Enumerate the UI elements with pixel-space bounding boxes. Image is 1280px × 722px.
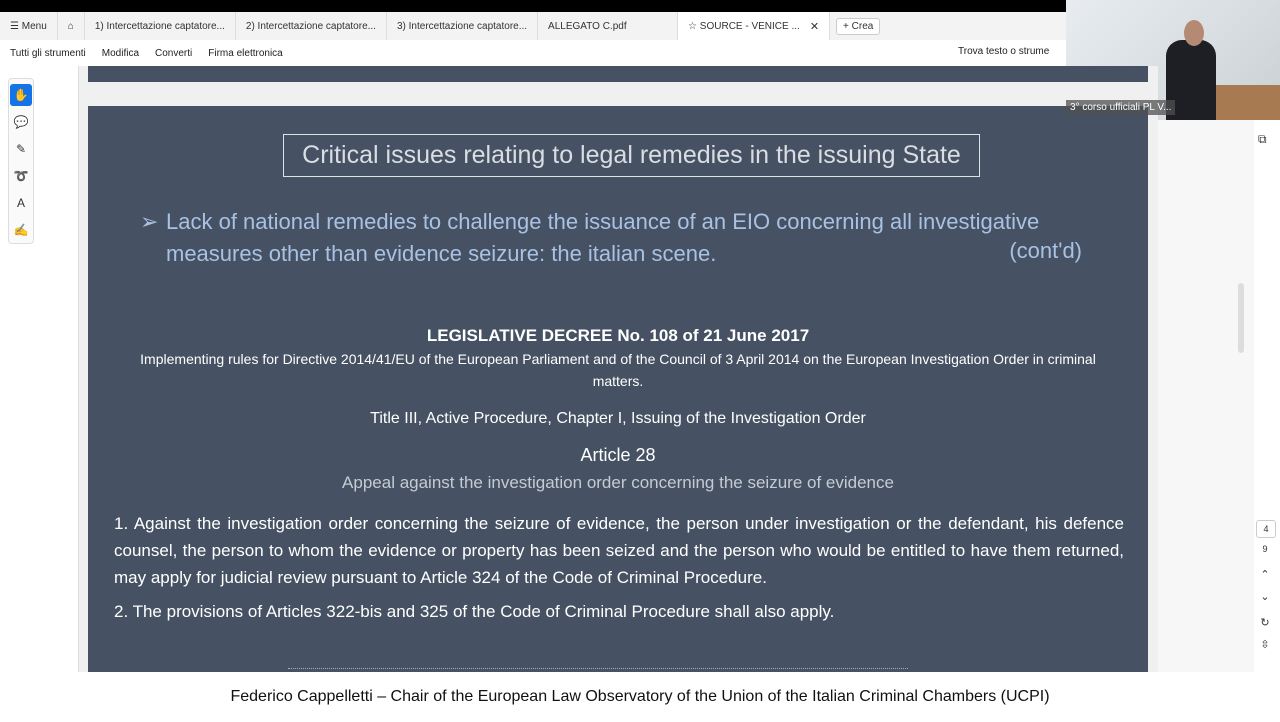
hamburger-icon: ☰ — [10, 20, 22, 32]
total-pages: 9 — [1262, 544, 1268, 554]
chevron-down-icon[interactable]: ⌄ — [1260, 591, 1270, 603]
paragraph-1: 1. Against the investigation order concerning the seizure of evidence, the person under investigation or the defendant, his defence counsel, the person to whom the evidence or property has been seized and the person who would be entitled to have them returned, may apply for judicial review pursuant to Article 324 of the Code of Criminal Procedure. — [114, 514, 1124, 587]
page-nav — [1254, 120, 1280, 672]
tab-4[interactable]: ALLEGATO C.pdf — [538, 12, 678, 40]
tab-2[interactable]: 2) Intercettazione captatore... — [236, 12, 387, 40]
refresh-icon[interactable]: ↻ — [1260, 617, 1270, 629]
menu-button[interactable]: ☰ Menu — [0, 12, 58, 40]
paragraph-2: 2. The provisions of Articles 322-bis and 325 of the Code of Criminal Procedure shall also apply. — [114, 602, 835, 621]
article-subtitle: Appeal against the investigation order concerning the seizure of evidence — [342, 473, 894, 492]
law-heading: LEGISLATIVE DECREE No. 108 of 21 June 2017 — [426, 326, 810, 345]
podium — [1216, 85, 1280, 120]
video-caption: 3° corso ufficiali PL V... — [1066, 100, 1175, 115]
lasso-icon[interactable]: ➰ — [13, 169, 29, 183]
menu-edit[interactable]: Modifica — [101, 47, 140, 59]
current-page-input[interactable]: 4 — [1256, 520, 1276, 538]
bullet-point: ➢ Lack of national remedies to challenge the issuance of an EIO concerning all investigative measures other than evidence seizure: the italian scene. — [140, 206, 1090, 270]
sign-icon[interactable]: ✍ — [13, 223, 29, 237]
star-icon: ☆ — [688, 20, 700, 32]
tab-3[interactable]: 3) Intercettazione captatore... — [387, 12, 538, 40]
chevron-up-icon[interactable]: ⌃ — [1260, 569, 1270, 581]
tab-bar — [0, 12, 1066, 40]
slide-title: Critical issues relating to legal remedies in the issuing State — [283, 134, 980, 177]
copy-icon[interactable]: ⧉ — [1258, 132, 1267, 146]
find-text-tools[interactable]: Trova testo o strume — [958, 46, 1050, 57]
home-button[interactable] — [58, 12, 85, 40]
implementing-text: Implementing rules for Directive 2014/41/EU of the European Parliament and of the Council of 3 April 2014 on the European Investigation Order in criminal matters. — [140, 351, 1096, 389]
video-subtitle: Federico Cappelletti – Chair of the European Law Observatory of the Union of the Italian Criminal Chambers (UCPI) — [0, 672, 1280, 720]
video-overlay — [1066, 0, 1280, 120]
slide-page — [88, 106, 1148, 672]
article-heading: Article 28 — [580, 445, 656, 465]
left-toolbar — [8, 78, 34, 244]
previous-page — [88, 66, 1148, 82]
contd-label: (cont'd) — [1009, 238, 1082, 263]
title-iii: Title III, Active Procedure, Chapter I, Issuing of the Investigation Order — [370, 410, 866, 427]
create-button[interactable]: + Crea — [836, 18, 880, 35]
menubar — [0, 40, 1066, 66]
right-panel — [1158, 120, 1254, 672]
tab-1[interactable]: 1) Intercettazione captatore... — [85, 12, 236, 40]
pen-icon[interactable]: ✎ — [15, 142, 27, 156]
home-icon: ⌂ — [67, 20, 74, 32]
scrollbar[interactable] — [1238, 283, 1244, 353]
comment-icon[interactable]: 💬 — [13, 115, 29, 129]
menu-all-tools[interactable]: Tutti gli strumenti — [10, 47, 86, 59]
plus-icon: + — [843, 20, 852, 32]
tab-active[interactable]: ☆ SOURCE - VENICE ... ✕ — [678, 12, 830, 40]
hand-icon[interactable]: ✋ — [10, 84, 32, 106]
arrow-bullet-icon: ➢ — [140, 209, 159, 234]
fit-page-icon[interactable]: ⇳ — [1260, 639, 1270, 651]
speaker-head — [1184, 20, 1204, 46]
close-icon[interactable]: ✕ — [809, 20, 820, 33]
menu-convert[interactable]: Converti — [155, 47, 193, 59]
text-box-icon[interactable]: A — [16, 196, 25, 210]
menu-esign[interactable]: Firma elettronica — [208, 47, 283, 59]
